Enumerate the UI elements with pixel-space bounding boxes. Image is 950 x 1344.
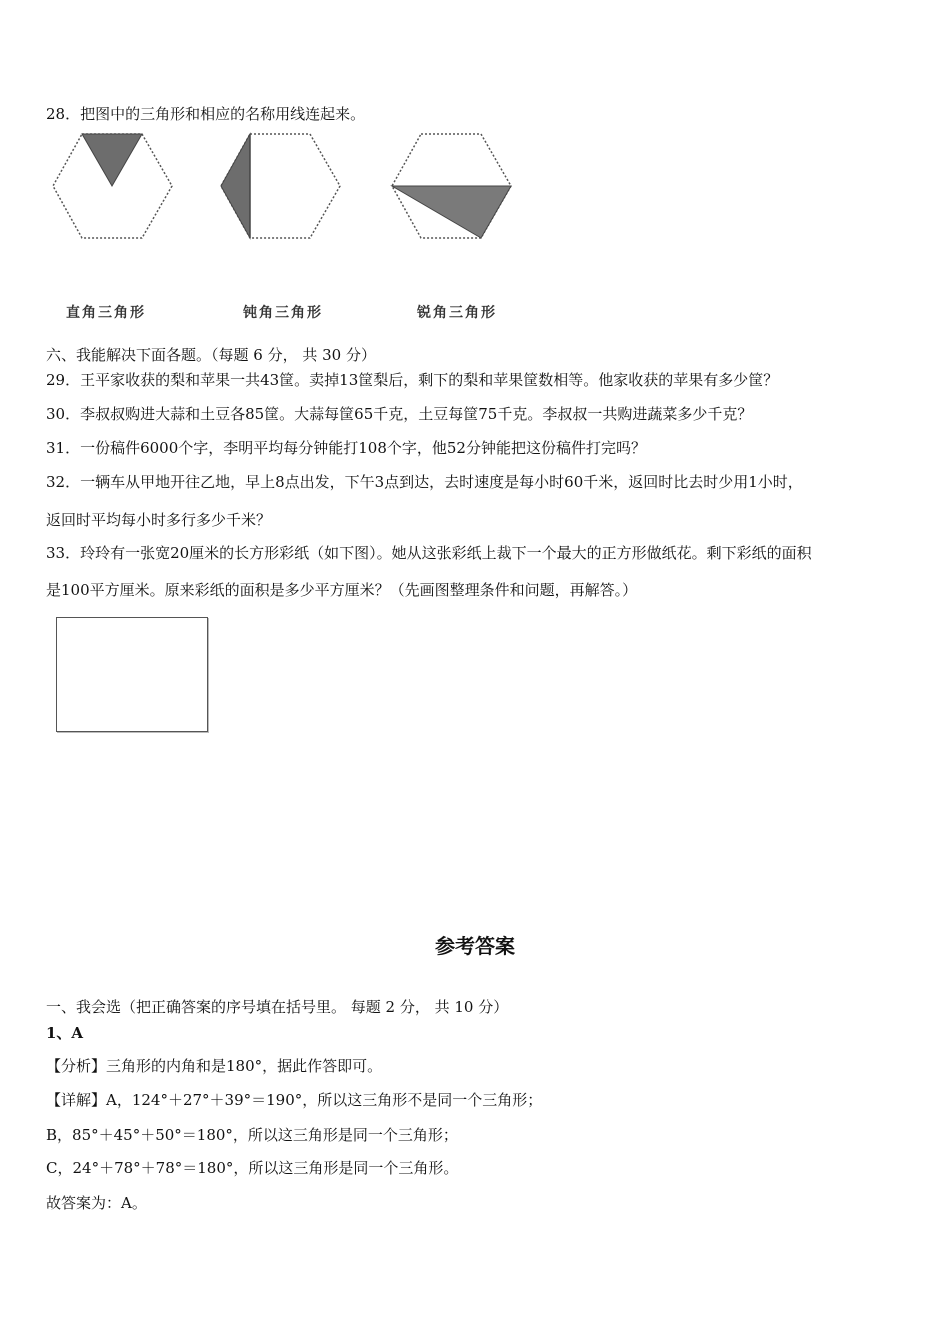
answer-analysis: 【分析】三角形的内角和是180°，据此作答即可。 [46,1057,383,1075]
question-29: 29．王平家收获的梨和苹果一共43筐。卖掉13筐梨后，剩下的梨和苹果筐数相等。他家收获的苹果有多少筐？ [46,371,779,389]
question-30: 30．李叔叔购进大蒜和土豆各85筐。大蒜每筐65千克，土豆每筐75千克。李叔叔一共购进蔬菜多少千克？ [46,405,753,423]
section-6-heading: 六、我能解决下面各题。（每题 6 分， 共 30 分） [46,346,376,364]
question-33: 33．玲玲有一张宽20厘米的长方形彩纸（如下图）。她从这张彩纸上裁下一个最大的正方形做纸花。剩下彩纸的面积 [46,544,812,562]
answer-line-b: B，85°＋45°＋50°＝180°，所以这三角形是同一个三角形； [46,1126,458,1144]
shaded-triangle [82,134,142,186]
question-28: 28．把图中的三角形和相应的名称用线连起来。 [46,105,366,123]
answer-detail: 【详解】A，124°＋27°＋39°＝190°，所以这三角形不是同一个三角形； [46,1091,543,1109]
hexagon-figure-3 [389,130,515,242]
answer-item-1: 1、A [46,1024,84,1042]
label-acute-triangle: 锐角三角形 [417,305,497,321]
label-right-triangle: 直角三角形 [66,305,146,321]
hexagon-figure-2 [218,130,344,242]
question-31: 31．一份稿件6000个字，李明平均每分钟能打108个字，他52分钟能把这份稿件打完吗？ [46,439,646,457]
label-obtuse-triangle: 钝角三角形 [243,305,323,321]
question-32: 32．一辆车从甲地开往乙地，早上8点出发，下午3点到达，去时速度是每小时60千米，返回时比去时少用1小时， [46,473,803,491]
answer-conclusion: 故答案为：A。 [46,1194,147,1212]
shaded-triangle [221,134,250,238]
hexagon-figure-1 [50,130,176,242]
shaded-triangle [392,186,511,238]
answer-line-c: C，24°＋78°＋78°＝180°，所以这三角形是同一个三角形。 [46,1159,459,1177]
paper-rectangle-figure [56,617,208,732]
question-33-cont: 是100平方厘米。原来彩纸的面积是多少平方厘米？（先画图整理条件和问题，再解答。） [46,581,638,599]
answers-title: 参考答案 [435,934,515,958]
answers-section-1: 一、我会选（把正确答案的序号填在括号里。 每题 2 分， 共 10 分） [46,998,509,1016]
question-32-cont: 返回时平均每小时多行多少千米？ [46,511,272,529]
